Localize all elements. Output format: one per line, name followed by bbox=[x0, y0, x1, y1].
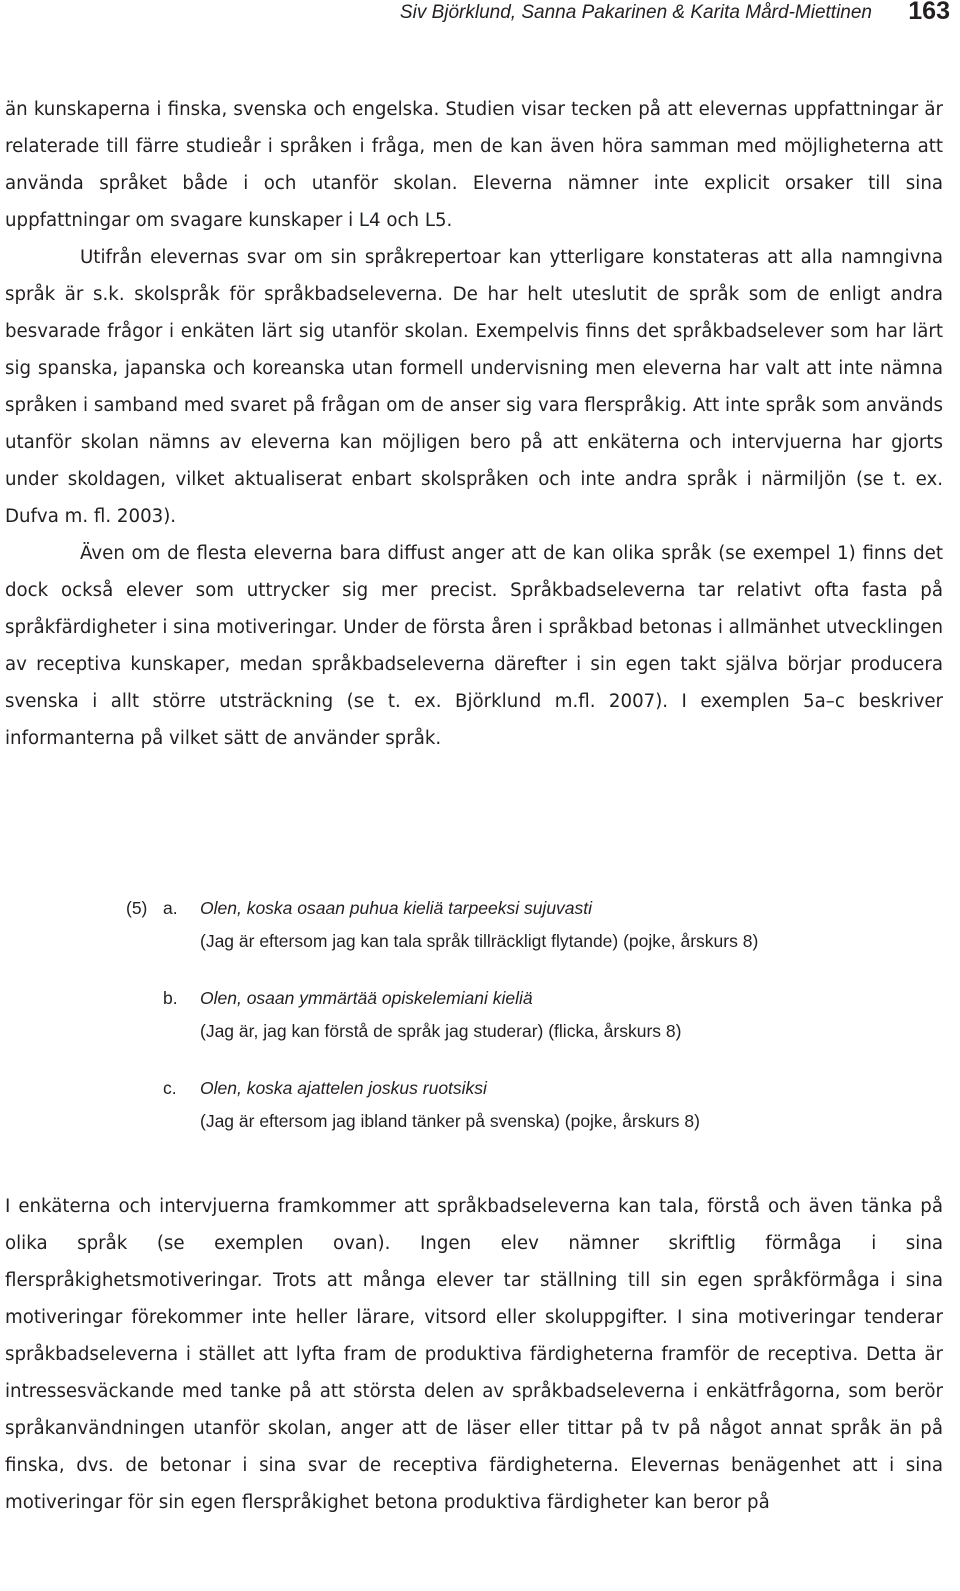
page-header bbox=[0, 0, 960, 40]
closing-text bbox=[5, 1188, 943, 1521]
main-text bbox=[5, 91, 943, 757]
example-number: (5) bbox=[126, 898, 148, 918]
example-letter: b. bbox=[163, 988, 178, 1008]
example-block bbox=[0, 898, 960, 1168]
example-finnish: Olen, koska osaan puhua kieliä tarpeeksi sujuvasti bbox=[200, 898, 593, 918]
example-letter: a. bbox=[163, 898, 178, 918]
example-swedish: (Jag är eftersom jag kan tala språk tillräckligt flytande) (pojke, årskurs 8) bbox=[200, 931, 759, 951]
paragraph-4: I enkäterna och intervjuerna framkommer att språkbadseleverna kan tala, förstå och även tänka på olika språk (se exemplen ovan). Ingen elev nämner skriftlig förmåga i sina flerspråkighetsmotiveringar. Trots att många elever tar ställning till sin egen språkförmåga i sina motiveringar förekommer inte heller lärare, vitsord eller skoluppgifter. I sina motiveringar tenderar språkbadseleverna i stället att lyfta fram de produktiva färdigheterna framför de receptiva. Detta är intressesväckande med tanke på att största delen av språkbadseleverna i enkätfrågorna, som berör språkanvändningen utanför skolan, anger att de läser eller tittar på tv på något annat språk än på finska, dvs. de betonar i sina svar de receptiva färdigheterna. Elevernas benägenhet att i sina motiveringar för sin egen flerspråkighet betona produktiva färdigheter kan beror på bbox=[5, 1196, 943, 1513]
example-item bbox=[0, 898, 960, 988]
paragraph-3: Även om de flesta eleverna bara diffust anger att de kan olika språk (se exempel 1) finns det dock också elever som uttrycker sig mer precist. Språkbadseleverna tar relativt ofta fasta på språkfärdigheter i sina motiveringar. Under de första åren i språkbad betonas i allmänhet utvecklingen av receptiva kunskaper, medan språkbadseleverna därefter i sin egen takt själva börjar producera svenska i allt större utsträckning (se t. ex. Björklund m.fl. 2007). I exemplen 5a–c beskriver informanterna på vilket sätt de använder språk. bbox=[5, 543, 943, 749]
example-item bbox=[0, 988, 960, 1078]
example-swedish: (Jag är, jag kan förstå de språk jag studerar) (flicka, årskurs 8) bbox=[200, 1021, 682, 1041]
example-item bbox=[0, 1078, 960, 1168]
example-swedish: (Jag är eftersom jag ibland tänker på svenska) (pojke, årskurs 8) bbox=[200, 1111, 700, 1131]
example-finnish: Olen, koska ajattelen joskus ruotsiksi bbox=[200, 1078, 487, 1098]
running-head: Siv Björklund, Sanna Pakarinen & Karita Mård-Miettinen bbox=[399, 2, 872, 23]
paragraph-2: Utifrån elevernas svar om sin språkrepertoar kan ytterligare konstateras att alla namngivna språk är s.k. skolspråk för språkbadseleverna. De har helt uteslutit de språk som de enligt andra besvarade frågor i enkäten lärt sig utanför skolan. Exempelvis finns det språkbadselever som har lärt sig spanska, japanska och koreanska utan formell undervisning men eleverna har valt att inte nämna språken i samband med svaret på frågan om de anser sig vara flerspråkig. Att inte språk som används utanför skolan nämns av eleverna kan möjligen bero på att enkäterna och intervjuerna har gjorts under skoldagen, vilket aktualiserat enbart skolspråken och inte andra språk i närmiljön (se t. ex. Dufva m. fl. 2003). bbox=[5, 247, 943, 527]
example-finnish: Olen, osaan ymmärtää opiskelemiani kieliä bbox=[200, 988, 533, 1008]
paragraph-1: än kunskaperna i finska, svenska och engelska. Studien visar tecken på att elevernas uppfattningar är relaterade till färre studieår i språken i fråga, men de kan även höra samman med möjligheterna att använda språket både i och utanför skolan. Eleverna nämner inte explicit orsaker till sina uppfattningar om svagare kunskaper i L4 och L5. bbox=[5, 99, 943, 231]
page-number: 163 bbox=[908, 0, 950, 25]
example-letter: c. bbox=[163, 1078, 177, 1098]
